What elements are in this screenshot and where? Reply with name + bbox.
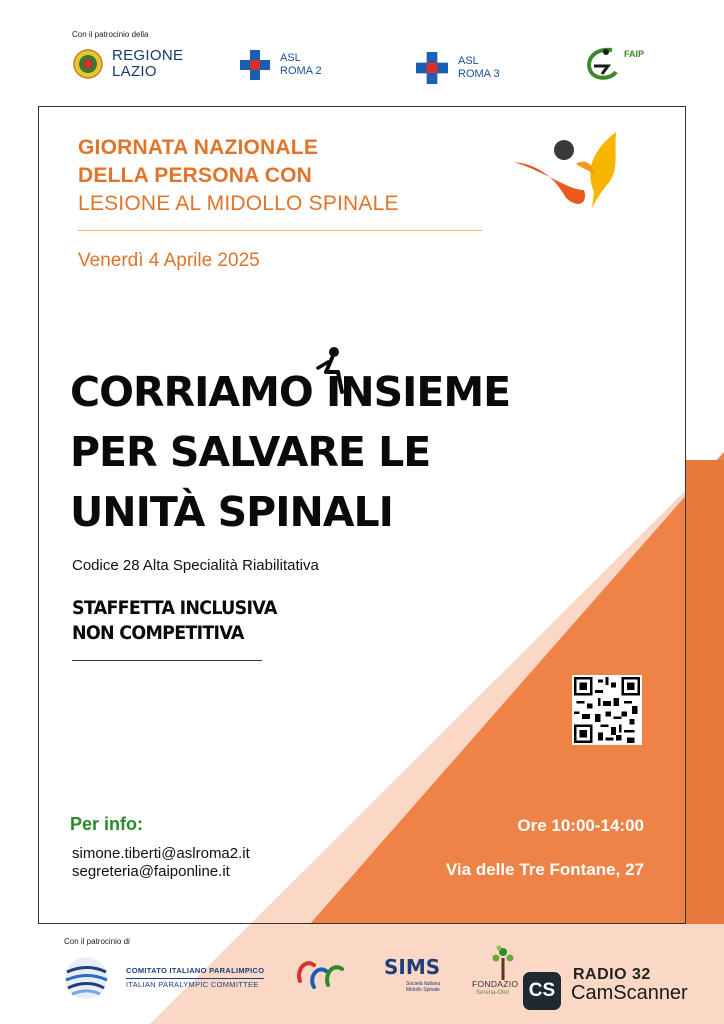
event-title-line3: LESIONE AL MIDOLLO SPINALE [78, 191, 399, 215]
medical-cross-icon [416, 52, 448, 84]
asl-roma3-line1: ASL [458, 55, 479, 68]
faip-label: FAIP [624, 49, 645, 60]
wheelchair-icon [306, 346, 346, 400]
faip-flame-logo-icon [510, 128, 624, 214]
cip-text [126, 966, 264, 989]
top-patron-label: Con il patrocinio della [72, 30, 149, 39]
staffetta-line1: STAFFETTA INCLUSIVA [72, 597, 277, 619]
sims-sub-line1: Società Italiana [406, 981, 441, 987]
codice-text: Codice 28 Alta Specialità Riabilitativa [72, 557, 319, 574]
qr-code[interactable] [572, 675, 642, 745]
sims-logo-text: SIMS [384, 955, 441, 979]
event-title-line1: GIORNATA NAZIONALE [78, 136, 319, 159]
event-time: Ore 10:00-14:00 [517, 816, 644, 835]
event-address: Via delle Tre Fontane, 27 [445, 860, 644, 879]
medical-cross-icon [240, 50, 270, 80]
headline-line3: UNITÀ SPINALI [70, 488, 393, 536]
regione-lazio-line2: LAZIO [112, 63, 157, 80]
sims-subtitle [406, 982, 440, 993]
radio-label: RADIO 32 [573, 966, 651, 983]
camscanner-badge: CS [523, 972, 561, 1010]
asl-roma3-logo [416, 52, 500, 84]
faip-emblem-icon [582, 44, 622, 84]
event-date: Venerdì 4 Aprile 2025 [78, 250, 260, 271]
regione-lazio-logo [72, 48, 183, 80]
camscanner-label: CamScanner [571, 982, 688, 1004]
asl-roma2-line2: ROMA 2 [280, 65, 322, 77]
staffetta [72, 596, 294, 646]
headline-line1: CORRIAMO INSIEME [70, 368, 511, 416]
cip-globe-logo-icon [62, 954, 110, 1002]
asl-roma2-line1: ASL [280, 52, 301, 65]
bottom-patron-label: Con il patrocinio di [64, 937, 130, 946]
event-title-line2: DELLA PERSONA CON [78, 163, 313, 187]
fondazione-subtitle: Serena-Olivi [476, 990, 510, 996]
regione-lazio-emblem-icon [72, 48, 104, 80]
faip-logo [582, 44, 644, 84]
sims-sub-line2: Midollo Spinale [406, 986, 440, 993]
title-divider [78, 230, 482, 231]
event-title [78, 134, 498, 218]
staffetta-divider [72, 660, 262, 661]
tree-logo-icon [488, 944, 518, 980]
cip-line1: COMITATO ITALIANO PARALIMPICO [126, 966, 265, 975]
paralympic-agitos-icon [294, 955, 348, 995]
cip-line2: ITALIAN PARALYMPIC COMMITTEE [126, 978, 264, 989]
asl-roma2-logo [240, 50, 322, 80]
staffetta-line2: NON COMPETITIVA [72, 622, 244, 644]
contact-email-2[interactable]: segreteria@faiponline.it [72, 863, 230, 880]
info-title: Per info: [70, 814, 144, 834]
contact-email-1[interactable]: simone.tiberti@aslroma2.it [72, 845, 250, 862]
fondazione-label: FONDAZIO [472, 979, 519, 989]
asl-roma3-line2: ROMA 3 [458, 68, 500, 80]
headline-line2: PER SALVARE LE [70, 428, 431, 476]
regione-lazio-line1: REGIONE [112, 47, 184, 65]
